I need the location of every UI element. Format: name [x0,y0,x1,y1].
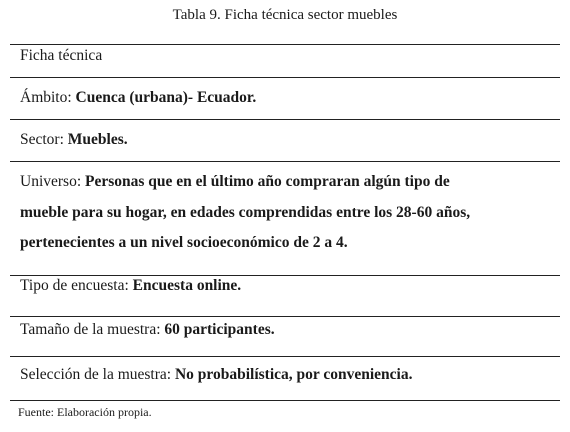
row-sector-value: Muebles. [67,131,128,148]
row-ambito [20,83,555,113]
row-tipo-encuesta-label: Tipo de encuesta: [20,277,129,294]
row-universo-label: Universo: [20,173,82,190]
row-divider [10,77,560,78]
table-header-row [20,41,555,71]
row-seleccion-muestra [20,360,555,390]
row-universo-line-3 [20,228,555,258]
row-sector [20,125,555,155]
row-divider [10,161,560,162]
row-divider [10,119,560,120]
table-caption: Tabla 9. Ficha técnica sector muebles [172,7,398,23]
row-universo-value-line-1: Personas que en el último año compraran algún tipo de [85,173,450,190]
row-tipo-encuesta-value: Encuesta online. [132,277,242,294]
row-ambito-label: Ámbito: [20,89,72,106]
table-header-label: Ficha técnica [20,47,103,64]
row-universo-line-1 [20,167,555,197]
row-tipo-encuesta [20,271,555,301]
row-seleccion-muestra-value: No probabilística, por conveniencia. [174,366,413,383]
row-divider [10,356,560,357]
row-tamano-muestra [20,315,555,345]
row-tamano-muestra-label: Tamaño de la muestra: [20,321,161,338]
row-sector-label: Sector: [20,131,64,148]
source-note: Fuente: Elaboración propia. [18,405,152,419]
table-bottom-rule [10,400,560,401]
row-seleccion-muestra-label: Selección de la muestra: [20,366,172,383]
row-ambito-value: Cuenca (urbana)- Ecuador. [75,89,257,106]
row-tamano-muestra-value: 60 participantes. [164,321,275,338]
row-universo-value-line-3: pertenecientes a un nivel socioeconómico de 2 a 4. [20,234,348,251]
row-universo-value-line-2: mueble para su hogar, en edades comprendidas entre los 28-60 años, [20,204,471,221]
row-universo-line-2 [20,198,555,228]
